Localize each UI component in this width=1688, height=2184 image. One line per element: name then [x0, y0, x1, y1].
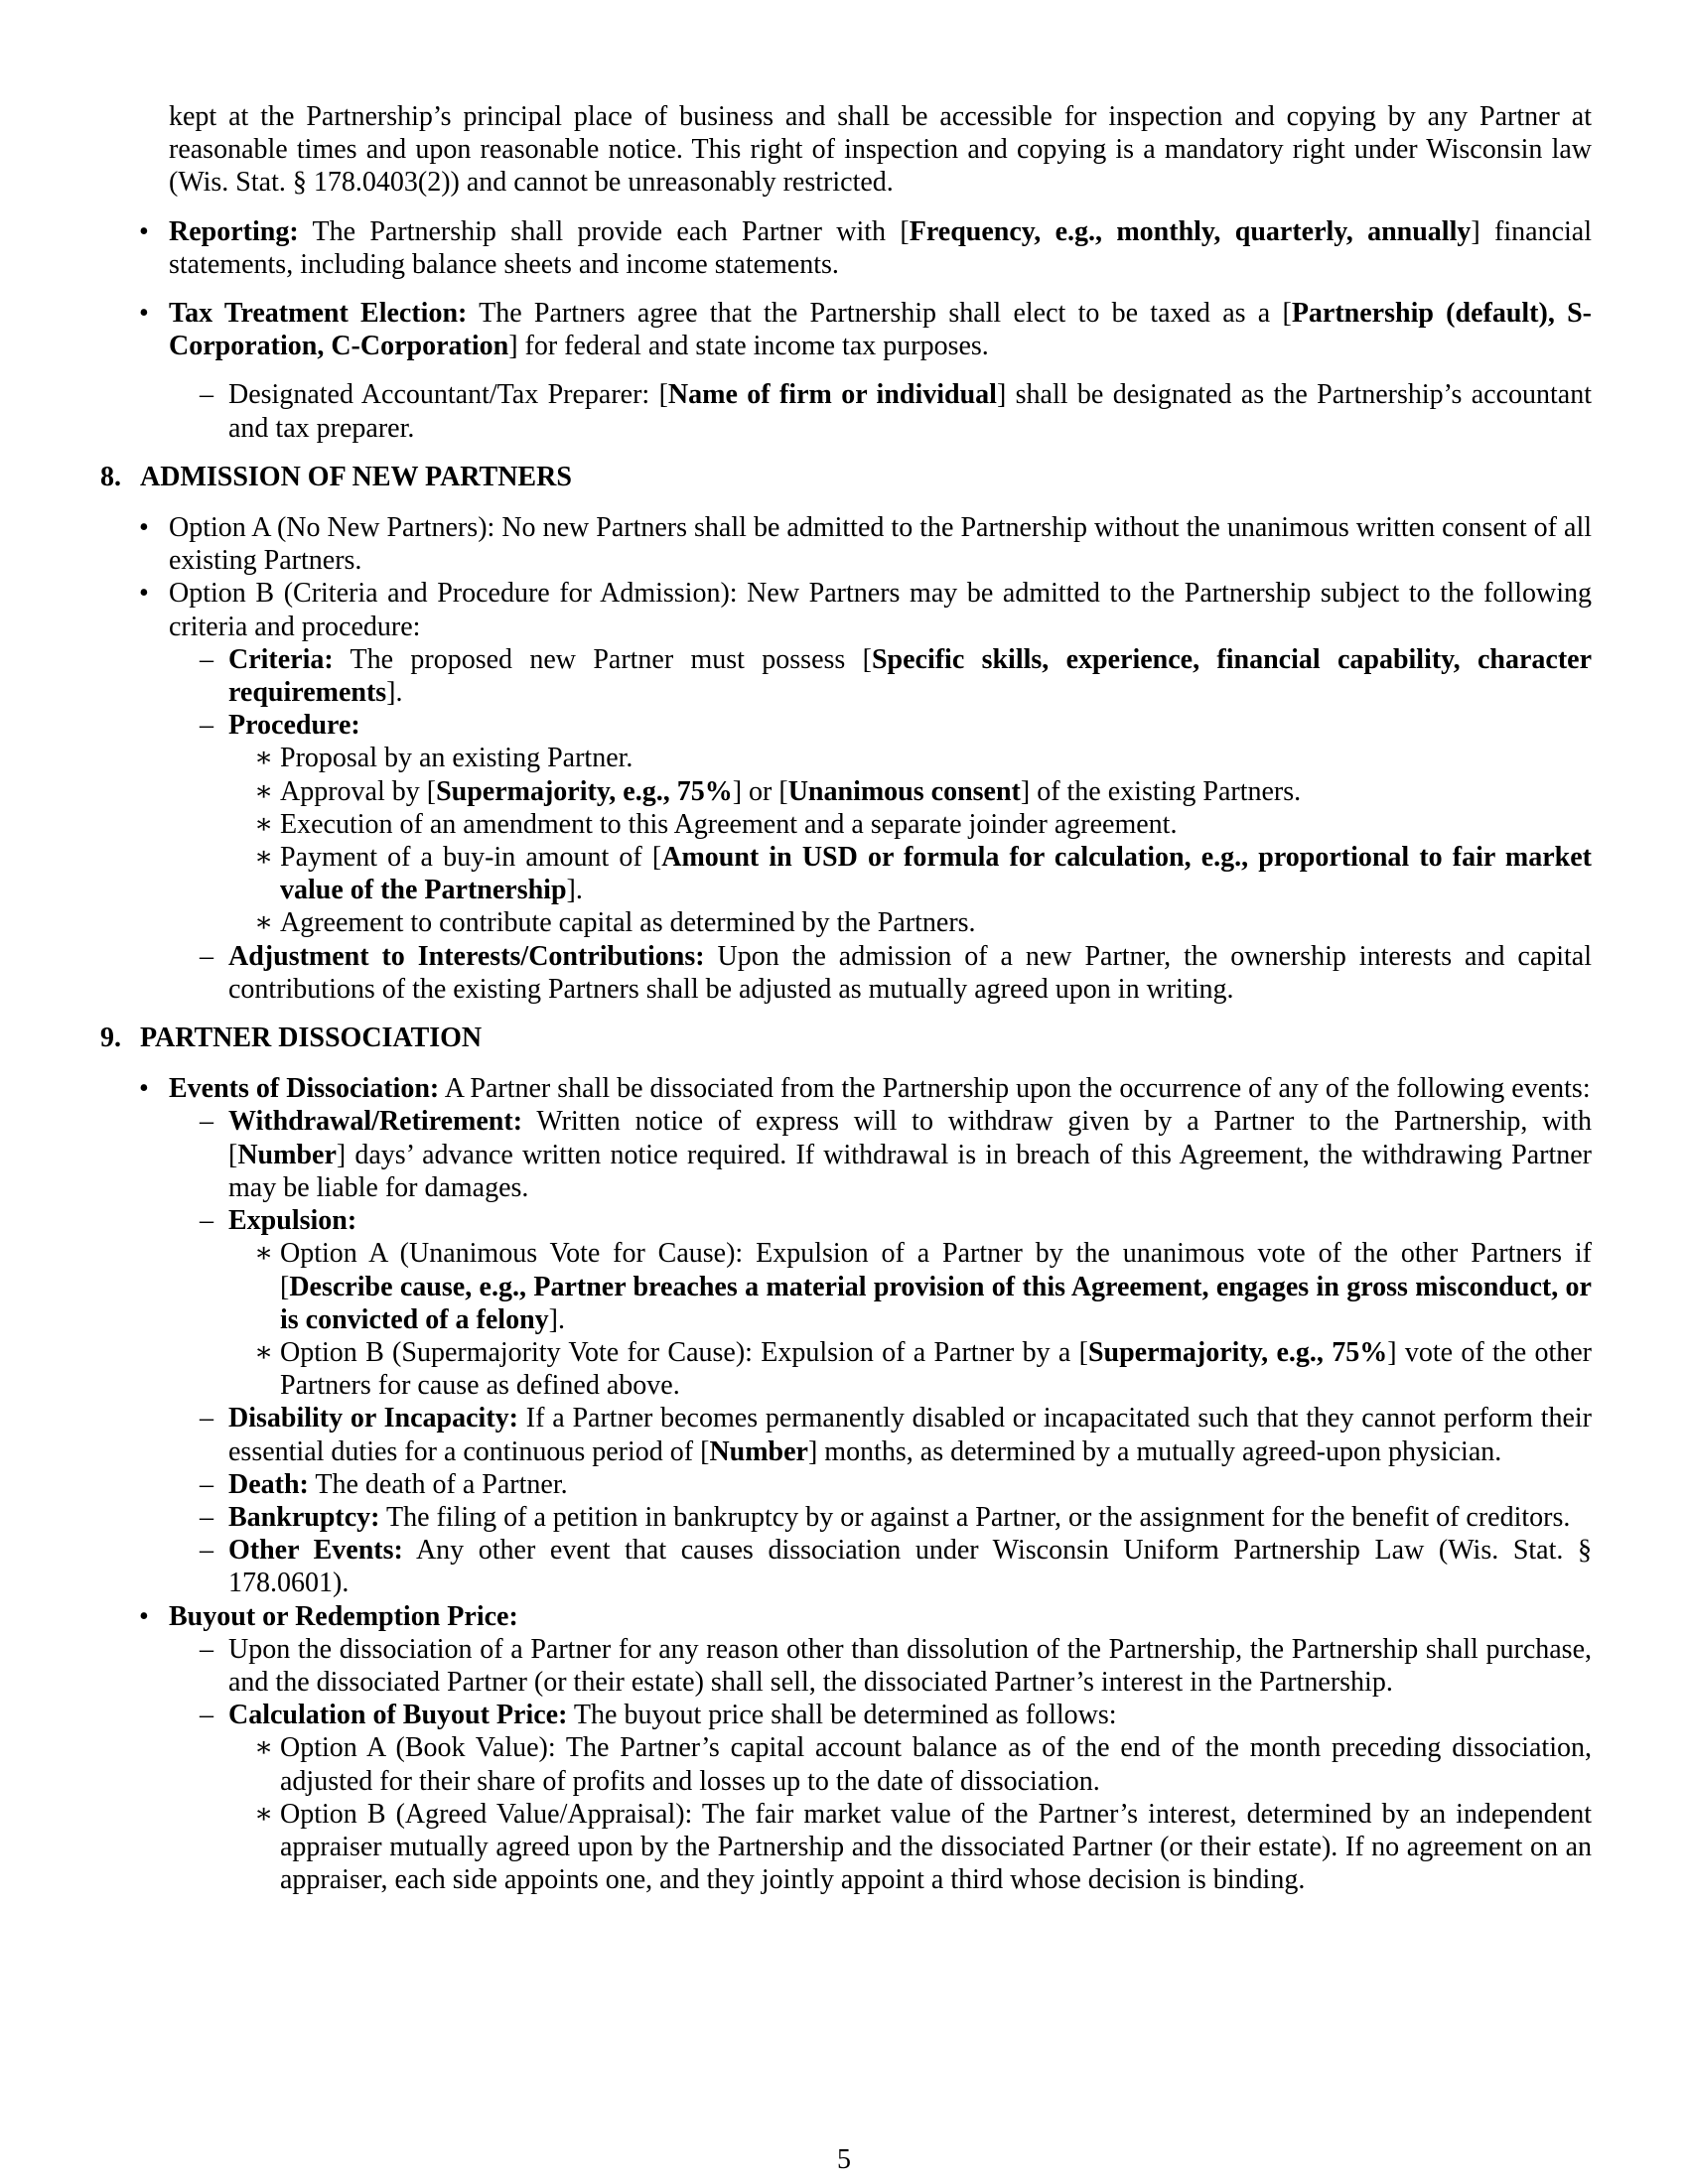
payment-text: Payment of a buy-in amount of [: [280, 842, 662, 874]
calculation-label: Calculation of Buyout Price:: [228, 1700, 568, 1731]
criteria-item: [0, 643, 1688, 709]
other-events-text: Any other event that causes dissociation under Wisconsin Uniform Partnership Law (Wis. Stat. § 178.0601).: [228, 1535, 1592, 1599]
procedure-payment-item: [0, 841, 1688, 906]
section-9-number: 9.: [100, 1023, 121, 1054]
star-marker: ∗: [254, 775, 274, 807]
records-continuation-paragraph: kept at the Partnership’s principal place of business and shall be accessible for inspection and copying by any Partner at reasonable times and upon reasonable notice. This right of inspection and copying is a mandatory right under Wisconsin law (Wis. Stat. § 178.0403(2)) and cannot be unreasonably restricted.: [169, 101, 1592, 199]
star-marker: ∗: [254, 1336, 274, 1368]
procedure-contribution-item: [0, 906, 1688, 939]
procedure-contribution-text: Agreement to contribute capital as determined by the Partners.: [280, 907, 976, 939]
approval-placeholder-1: Supermajority, e.g., 75%: [436, 775, 733, 807]
procedure-approval-item: [0, 775, 1688, 808]
approval-text-after: ] of the existing Partners.: [1020, 775, 1302, 807]
dash-marker: –: [200, 1403, 213, 1434]
expulsion-option-b-item: [0, 1336, 1688, 1402]
dash-marker: –: [200, 1633, 213, 1665]
section-9-heading: [0, 1022, 1688, 1054]
section-9-title: PARTNER DISSOCIATION: [140, 1023, 483, 1054]
criteria-label: Criteria:: [228, 643, 334, 675]
approval-text-middle: ] or [: [732, 775, 788, 807]
death-text: The death of a Partner.: [315, 1468, 568, 1500]
bankruptcy-label: Bankruptcy:: [228, 1501, 380, 1533]
calculation-option-b-item: [0, 1798, 1688, 1897]
withdrawal-item: [0, 1105, 1688, 1204]
bullet-marker: •: [139, 1073, 149, 1105]
accountant-text-after: ] shall be designated as the Partnership’s accountant and tax preparer.: [228, 379, 1592, 444]
adjustment-text: Upon the admission of a new Partner, the ownership interests and capital contributions of the existing Partners shall be adjusted as mutually agreed upon in writing.: [228, 940, 1593, 1005]
dash-marker: –: [200, 1106, 213, 1138]
buyout-purchase-text: Upon the dissociation of a Partner for any reason other than dissolution of the Partnership, the Partnership shall purchase, and the dissociated Partner (or their estate) shall sell, the dissociated Partner’s interest in the Partnership.: [228, 1633, 1592, 1698]
withdrawal-text: Written notice of express will to withdraw given by a Partner to the Partnership, with [: [228, 1106, 1592, 1170]
star-marker: ∗: [254, 1732, 274, 1764]
procedure-execution-text: Execution of an amendment to this Agreement and a separate joinder agreement.: [280, 808, 1178, 840]
bankruptcy-text: The filing of a petition in bankruptcy by or against a Partner, or the assignment for the benefit of creditors.: [385, 1501, 1571, 1533]
criteria-text-after: ].: [386, 677, 403, 709]
criteria-text: The proposed new Partner must possess [: [350, 643, 872, 675]
reporting-item: [0, 215, 1688, 281]
criteria-placeholder: Specific skills, experience, financial capability, character requirements: [228, 643, 1592, 709]
section-8-title: ADMISSION OF NEW PARTNERS: [140, 461, 572, 492]
expulsion-option-b-text: Option B (Supermajority Vote for Cause): Expulsion of a Partner by a [: [280, 1336, 1088, 1368]
calculation-option-b-text: Option B (Agreed Value/Appraisal): The fair market value of the Partner’s interest, determined by an independent appraiser mutually agreed upon by the Partnership and the dissociated Partner (or their estate). If no agreement on an appraiser, each side appoints one, and they jointly appoint a third whose decision is binding.: [280, 1798, 1592, 1896]
page-number: 5: [837, 2144, 851, 2175]
disability-text-after: ] months, as determined by a mutually agreed-upon physician.: [807, 1435, 1502, 1467]
page-content: [0, 100, 1688, 1896]
expulsion-item: [0, 1204, 1688, 1237]
disability-text: If a Partner becomes permanently disabled or incapacitated such that they cannot perform their essential duties for a continuous period of [: [228, 1403, 1593, 1467]
bullet-marker: •: [139, 512, 149, 544]
accountant-item: [0, 378, 1688, 444]
disability-item: [0, 1402, 1688, 1467]
death-label: Death:: [228, 1468, 309, 1500]
procedure-execution-item: [0, 808, 1688, 841]
tax-election-placeholder: Partnership (default), S-Corporation, C-Corporation: [169, 298, 1592, 362]
bullet-marker: •: [139, 578, 149, 610]
expulsion-option-a-text: Option A (Unanimous Vote for Cause): Expulsion of a Partner by the unanimous vote of the other Partners if [: [280, 1238, 1592, 1302]
calculation-option-a-text: Option A (Book Value): The Partner’s capital account balance as of the end of the month preceding dissociation, adjusted for their share of profits and losses up to the date of dissociation.: [280, 1732, 1592, 1797]
events-item: [0, 1072, 1688, 1105]
accountant-placeholder: Name of firm or individual: [667, 379, 997, 411]
buyout-label: Buyout or Redemption Price:: [169, 1600, 518, 1632]
section-8-number: 8.: [100, 461, 121, 492]
bullet-marker: •: [139, 1600, 149, 1632]
reporting-text: The Partnership shall provide each Partner with [: [312, 215, 910, 247]
withdrawal-placeholder: Number: [237, 1139, 337, 1170]
expulsion-option-a-text-after: ].: [548, 1303, 565, 1335]
star-marker: ∗: [254, 907, 274, 939]
admission-option-a-item: [0, 511, 1688, 577]
events-text: A Partner shall be dissociated from the Partnership upon the occurrence of any of the following events:: [444, 1073, 1591, 1105]
tax-election-item: [0, 297, 1688, 362]
tax-election-label: Tax Treatment Election:: [169, 298, 468, 330]
procedure-proposal-item: [0, 742, 1688, 774]
withdrawal-label: Withdrawal/Retirement:: [228, 1106, 523, 1138]
reporting-text-after: ] financial statements, including balance sheets and income statements.: [169, 215, 1593, 280]
tax-election-text: The Partners agree that the Partnership shall elect to be taxed as a [: [479, 298, 1292, 330]
dash-marker: –: [200, 1501, 213, 1533]
expulsion-option-b-placeholder: Supermajority, e.g., 75%: [1087, 1336, 1388, 1368]
dash-marker: –: [200, 710, 213, 742]
bullet-marker: •: [139, 215, 149, 247]
dash-marker: –: [200, 1205, 213, 1237]
disability-label: Disability or Incapacity:: [228, 1403, 518, 1434]
reporting-label: Reporting:: [169, 215, 299, 247]
dash-marker: –: [200, 379, 213, 411]
adjustment-item: [0, 940, 1688, 1006]
bullet-marker: •: [139, 298, 149, 330]
star-marker: ∗: [254, 1238, 274, 1270]
admission-option-b-text: Option B (Criteria and Procedure for Admission): New Partners may be admitted to the Partnership subject to the following criteria and procedure:: [169, 578, 1592, 642]
expulsion-option-b-text-after: ] vote of the other Partners for cause as defined above.: [280, 1336, 1592, 1402]
calculation-text: The buyout price shall be determined as follows:: [573, 1700, 1117, 1731]
bankruptcy-item: [0, 1501, 1688, 1534]
events-label: Events of Dissociation:: [169, 1073, 440, 1105]
procedure-item: [0, 709, 1688, 742]
other-events-label: Other Events:: [228, 1535, 403, 1567]
section-8-heading: [0, 461, 1688, 493]
buyout-purchase-item: [0, 1633, 1688, 1699]
death-item: [0, 1468, 1688, 1501]
adjustment-label: Adjustment to Interests/Contributions:: [228, 940, 705, 972]
procedure-proposal-text: Proposal by an existing Partner.: [280, 743, 633, 774]
disability-placeholder: Number: [709, 1435, 808, 1467]
approval-text: Approval by [: [280, 775, 437, 807]
payment-placeholder: Amount in USD or formula for calculation, e.g., proportional to fair market value of the Partnership: [280, 842, 1592, 906]
approval-placeholder-2: Unanimous consent: [787, 775, 1021, 807]
withdrawal-text-after: ] days’ advance written notice required. If withdrawal is in breach of this Agreement, the withdrawing Partner may be liable for damages.: [228, 1139, 1592, 1203]
calculation-option-a-item: [0, 1731, 1688, 1797]
star-marker: ∗: [254, 808, 274, 840]
star-marker: ∗: [254, 1798, 274, 1830]
dash-marker: –: [200, 1468, 213, 1500]
dash-marker: –: [200, 940, 213, 972]
other-events-item: [0, 1534, 1688, 1599]
tax-election-text-after: ] for federal and state income tax purposes.: [508, 331, 989, 362]
dash-marker: –: [200, 1535, 213, 1567]
expulsion-option-a-item: [0, 1237, 1688, 1336]
payment-text-after: ].: [566, 875, 583, 906]
dash-marker: –: [200, 643, 213, 675]
admission-option-b-item: [0, 577, 1688, 642]
expulsion-label: Expulsion:: [228, 1205, 357, 1237]
reporting-placeholder: Frequency, e.g., monthly, quarterly, annually: [909, 215, 1472, 247]
dash-marker: –: [200, 1700, 213, 1731]
expulsion-option-a-placeholder: Describe cause, e.g., Partner breaches a material provision of this Agreement, engages in gross misconduct, or is convicted of a felony: [280, 1271, 1592, 1335]
accountant-text: Designated Accountant/Tax Preparer: [: [228, 379, 668, 411]
star-marker: ∗: [254, 743, 274, 774]
buyout-item: [0, 1600, 1688, 1633]
admission-option-a-text: Option A (No New Partners): No new Partners shall be admitted to the Partnership without the unanimous written consent of all existing Partners.: [169, 512, 1592, 577]
star-marker: ∗: [254, 842, 274, 874]
procedure-label: Procedure:: [228, 710, 360, 742]
calculation-item: [0, 1699, 1688, 1731]
